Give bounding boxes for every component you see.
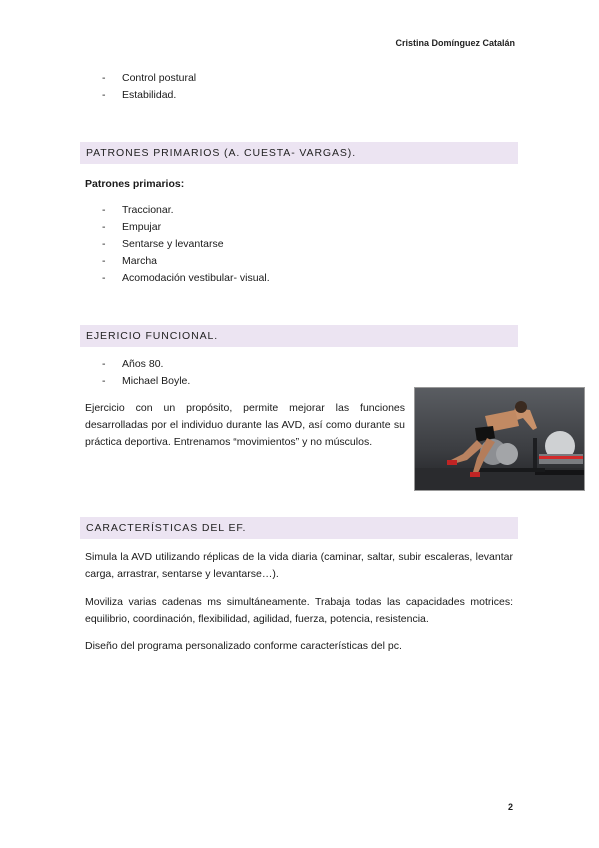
list-item: - Michael Boyle. bbox=[102, 375, 191, 387]
list-item: - Traccionar. bbox=[102, 204, 174, 216]
section-heading-ejercicio: EJERICIO FUNCIONAL. bbox=[80, 325, 518, 347]
caracteristicas-paragraph-2: Moviliza varias cadenas ms simultáneamente. Trabaja todas las capacidades motrices: equilibrio, coordinación, flexibilidad, agilidad, fuerza, potencia, resistencia. bbox=[85, 596, 513, 625]
list-item: - Años 80. bbox=[102, 358, 164, 370]
ejercicio-paragraph: Ejercicio con un propósito, permite mejorar las funciones desarrolladas por el individuo durante las AVD, así como durante su práctica deportiva. Entrenamos “movimientos” y no músculos. bbox=[85, 402, 405, 448]
list-item: - Sentarse y levantarse bbox=[102, 238, 224, 250]
section-heading-caracteristicas: CARACTERÍSTICAS DEL EF. bbox=[80, 517, 518, 539]
list-item: - Estabilidad. bbox=[102, 89, 177, 101]
list-item: - Empujar bbox=[102, 221, 162, 233]
caracteristicas-paragraph-3: Diseño del programa personalizado conforme características del pc. bbox=[85, 640, 402, 652]
list-item: - Control postural bbox=[102, 72, 197, 84]
page-number: 2 bbox=[508, 802, 514, 812]
athlete-sled-image bbox=[415, 388, 585, 491]
subheading-patrones: Patrones primarios: bbox=[85, 178, 185, 190]
header-author: Cristina Domínguez Catalán bbox=[395, 38, 515, 48]
caracteristicas-paragraph-1: Simula la AVD utilizando réplicas de la vida diaria (caminar, saltar, subir escaleras, levantar carga, arrastrar, sentarse y levantarse…). bbox=[85, 551, 513, 580]
list-item: - Acomodación vestibular- visual. bbox=[102, 272, 270, 284]
list-item: - Marcha bbox=[102, 255, 158, 267]
ejercicio-list bbox=[102, 356, 190, 390]
sled-push-photo bbox=[414, 387, 585, 491]
patrones-list bbox=[102, 202, 270, 287]
section-heading-patrones: PATRONES PRIMARIOS (A. CUESTA- VARGAS). bbox=[80, 142, 518, 164]
intro-list bbox=[102, 70, 196, 104]
